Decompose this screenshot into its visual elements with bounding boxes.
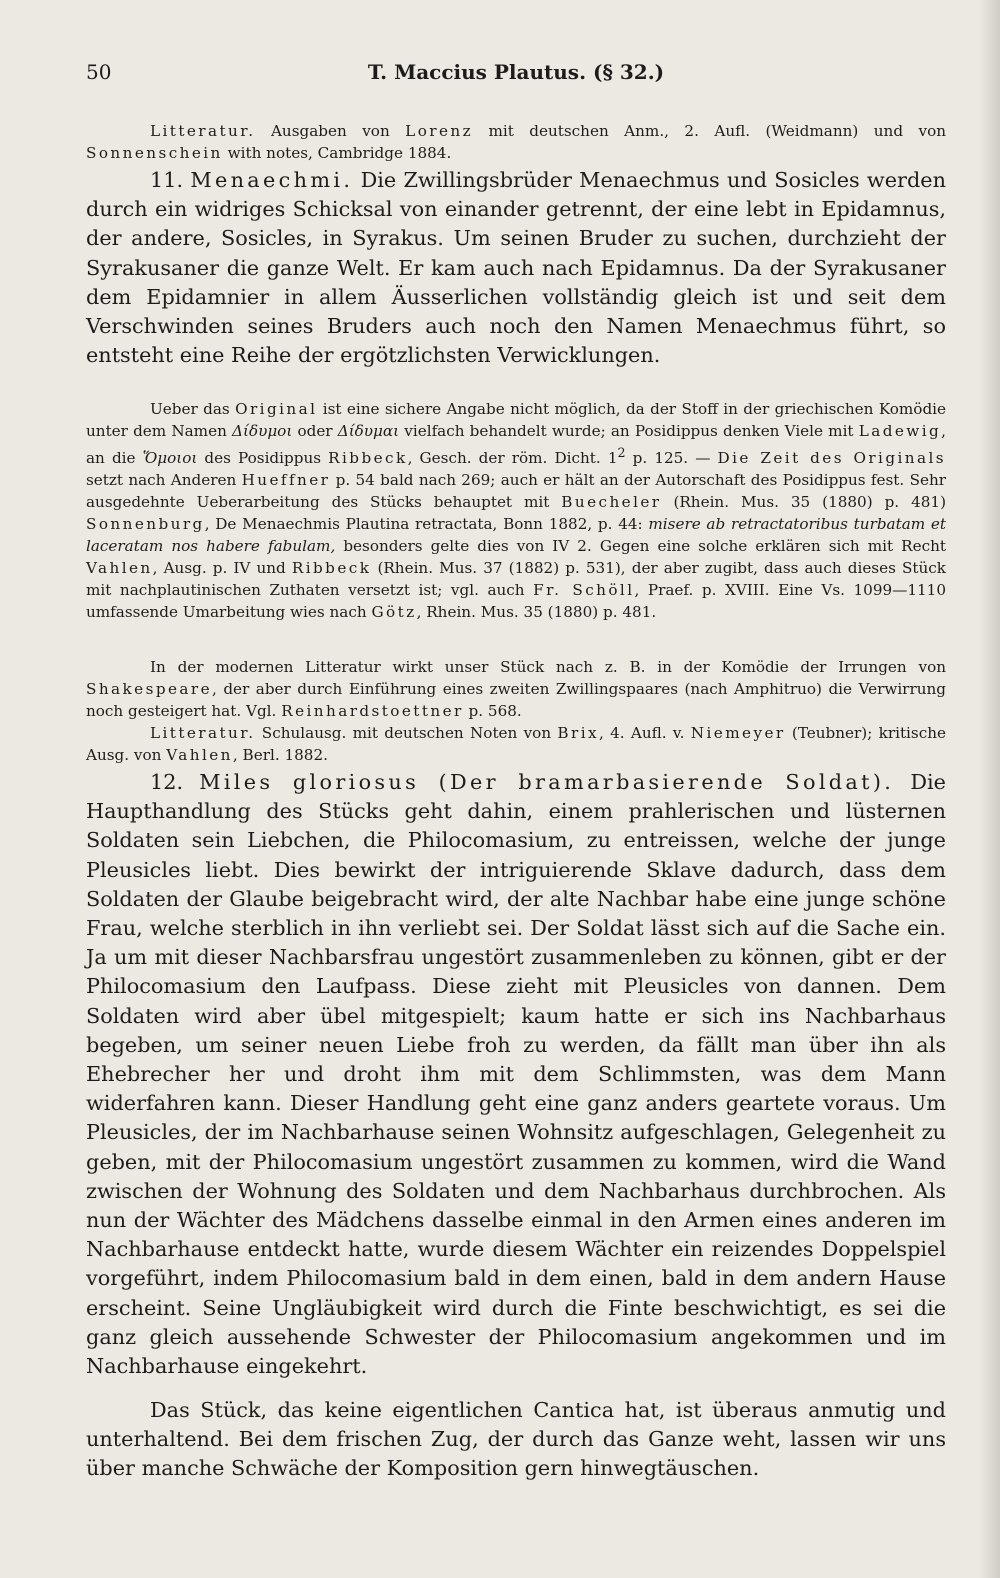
section-number: 11.	[150, 168, 184, 192]
page-edge-shadow	[978, 0, 1000, 1578]
note-original-source: Ueber das Original ist eine sichere Angabe nicht möglich, da der Stoff in der griechischen Komödie unter dem Namen Δίδυμοι oder Δίδυμαι vielfach behandelt wurde; an Posidippus denken Viele mit Ladewig, an die Ὅμοιοι des Posidippus Ribbeck, Gesch. der röm. Dicht. $1^2$ p. 125. — Die Zeit des Originals setzt nach Anderen Hueffner p. 54 bald nach 269; auch er hält an der Autorschaft des Posidippus fest. Sehr ausgedehnte Ueberarbeitung des Stücks behauptet mit Buecheler (Rhein. Mus. 35 (1880) p. 481) Sonnenburg, De Menaechmis Plautina retractata, Bonn 1882, p. 44: misere ab retractatoribus turbatam et laceratam nos habere fabulam, besonders gelte dies von IV 2. Gegen eine solche erklären sich mit Recht Vahlen, Ausg. p. IV und Ribbeck (Rhein. Mus. 37 (1882) p. 531), der aber zugibt, dass auch dieses Stück mit nachplautinischen Zuthaten versetzt ist; vgl. auch Fr. Schöll, Praef. p. XVIII. Eine Vs. 1099—1110 umfassende Umarbeitung wies nach Götz, Rhein. Mus. 35 (1880) p. 481.	[86, 400, 947, 622]
literature-note-menaechmi-editions: Litteratur. Ausgaben von Lorenz mit deutschen Anm., 2. Aufl. (Weidmann) und von Sonnenschein with notes, Cambridge 1884.	[86, 122, 946, 162]
section-number: 12.	[150, 770, 184, 794]
running-header	[86, 60, 946, 90]
running-title: T. Maccius Plautus. (§ 32.)	[367, 60, 665, 84]
section-title: Miles gloriosus (Der bramarbasierende Soldat).	[199, 770, 895, 794]
closing-paragraph: Das Stück, das keine eigentlichen Cantica hat, ist überaus anmutig und unterhaltend. Bei dem frischen Zug, der durch das Ganze weht, lassen wir uns über manche Schwäche der Komposition gern hinwegtäuschen.	[86, 1398, 946, 1481]
note-modern-literature: In der modernen Litteratur wirkt unser Stück nach z. B. in der Komödie der Irrungen von Shakespeare, der aber durch Einführung eines zweiten Zwillingspaares (nach Amphitruo) die Verwirrung noch gesteigert hat. Vgl. Reinhardstoettner p. 568.	[86, 658, 946, 720]
page-number: 50	[86, 60, 112, 84]
section-text: Die Zwillingsbrüder Menaechmus und Sosicles werden durch ein widriges Schicksal von einander getrennt, der eine lebt in Epidamnus, der andere, Sosicles, in Syrakus. Um seinen Bruder zu suchen, durchzieht der Syrakusaner die ganze Welt. Er kam auch nach Epidamnus. Da der Syrakusaner dem Epidamnier in allem Äusserlichen vollständig gleich ist und seit dem Verschwinden seines Bruders auch noch den Namen Menaechmus führt, so entsteht eine Reihe der ergötzlichsten Verwicklungen.	[86, 168, 946, 368]
section-miles-gloriosus	[86, 768, 946, 1381]
section-menaechmi	[86, 166, 946, 370]
literature-note-menaechmi-school: Litteratur. Schulausg. mit deutschen Noten von Brix, 4. Aufl. v. Niemeyer (Teubner); kritische Ausg. von Vahlen, Berl. 1882.	[86, 724, 946, 764]
section-text: Die Haupthandlung des Stücks geht dahin, einem prahlerischen und lüsternen Soldaten sein Liebchen, die Philocomasium, zu entreissen, welche der junge Pleusicles liebt. Dies bewirkt der intriguierende Sklave dadurch, dass dem Soldaten der Glaube beigebracht wird, der alte Nachbar habe eine junge schöne Frau, welche sterblich in ihn verliebt sei. Der Soldat lässt sich auf die Sache ein. Ja um mit dieser Nachbarsfrau ungestört zusammenleben zu können, gibt er der Philocomasium den Laufpass. Diese zieht mit Pleusicles von dannen. Dem Soldaten wird aber übel mitgespielt; kaum hatte er sich ins Nachbarhaus begeben, um seiner neuen Liebe froh zu werden, da fällt man über ihn als Ehebrecher her und droht ihm mit dem Schlimmsten, was dem Mann widerfahren kann. Dieser Handlung geht eine ganz anders geartete voraus. Um Pleusicles, der im Nachbarhause seinen Wohnsitz aufgeschlagen, Gelegenheit zu geben, mit der Philocomasium ungestört zusammen zu kommen, wird die Wand zwischen der Wohnung des Soldaten und dem Nachbarhaus durchbrochen. Als nun der Wächter des Mädchens dasselbe einmal in den Armen eines anderen im Nachbarhause entdeckt hatte, wurde diesem Wächter ein reizendes Doppelspiel vorgeführt, indem Philocomasium bald in dem einen, bald in dem andern Hause erscheint. Seine Ungläubigkeit wird durch die Finte beschwichtigt, es sei die ganz gleich aussehende Schwester der Philocomasium angekommen und im Nachbarhause eingekehrt.	[86, 770, 946, 1379]
section-title: Menaechmi.	[190, 168, 354, 192]
